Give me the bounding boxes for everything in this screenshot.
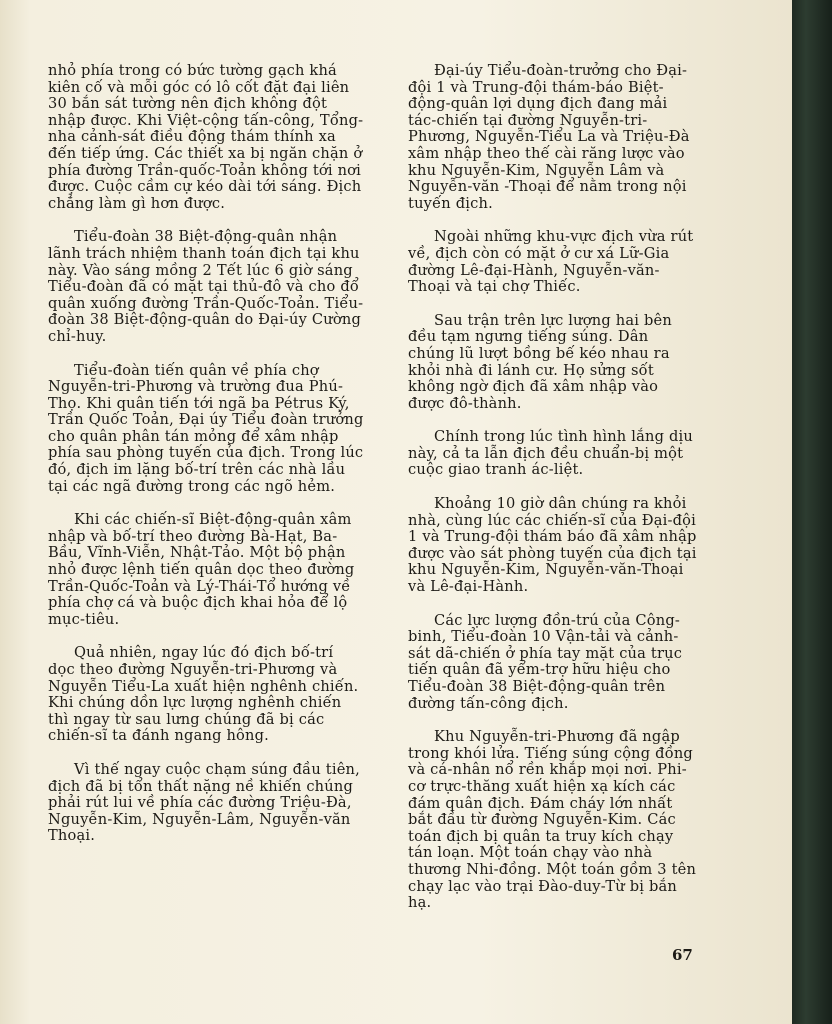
paragraph: Tiểu-đoàn 38 Biệt-động-quân nhận lãnh trách nhiệm thanh toán địch tại khu này. Vào sáng mồng 2 Tết lúc 6 giờ sáng Tiểu-đoàn đã có mặt tại thủ-đô và cho đổ quân xuống đường Trần-Quốc-Toản. Tiểu-đoàn 38 Biệt-động-quân do Đại-úy Cường chỉ-huy. bbox=[48, 228, 364, 345]
paragraph: Khi các chiến-sĩ Biệt-động-quân xâm nhập và bố-trí theo đường Bà-Hạt, Ba-Bầu, Vĩnh-Viễn, Nhật-Tảo. Một bộ phận nhỏ được lệnh tiến quân dọc theo đường Trần-Quốc-Toản và Lý-Thái-Tổ hướng về phía chợ cá và buộc địch khai hỏa để lộ mục-tiêu. bbox=[48, 511, 355, 628]
paragraph: Vì thế ngay cuộc chạm súng đầu tiên, địch đã bị tổn thất nặng nề khiến chúng phải rút lui về phía các đường Triệu-Đà, Nguyễn-Kim, Nguyễn-Lâm, Nguyễn-văn Thoại. bbox=[48, 760, 360, 845]
paragraph: Chính trong lúc tình hình lắng dịu này, cả ta lẫn địch đều chuẩn-bị một cuộc giao tranh ác-liệt. bbox=[408, 428, 693, 479]
paragraph: Quả nhiên, ngay lúc đó địch bố-trí dọc theo đường Nguyễn-tri-Phương và Nguyễn Tiểu-La xuất hiện nghênh chiến. Khi chúng dồn lực lượng nghênh chiến thì ngay từ sau lưng chúng đã bị các chiến-sĩ ta đánh ngang hông. bbox=[48, 644, 359, 745]
left-column bbox=[48, 63, 364, 862]
paragraph: Tiểu-đoàn tiến quân về phía chợ Nguyễn-tri-Phương và trường đua Phú-Thọ. Khi quân tiến tới ngã ba Pétrus Ký, Trần Quốc Toản, Đại úy Tiểu đoàn trưởng cho quân phân tán mỏng để xâm nhập phía sau phòng tuyến của địch. Trong lúc đó, địch im lặng bố-trí trên các nhà lầu tại các ngã đường trong các ngõ hẻm. bbox=[48, 361, 364, 495]
paragraph: nhỏ phía trong có bức tường gạch khá kiên cố và mỗi góc có lô cốt đặt đại liên 30 bắn sát tường nên địch không đột nhập được. Khi Việt-cộng tấn-công, Tổng-nha cảnh-sát điều động thám thính xa đến tiếp ứng. Các thiết xa bị ngăn chặn ở phía đường Trần-quốc-Toản không tới nơi được. Cuộc cầm cự kéo dài tới sáng. Địch chẳng làm gì hơn được. bbox=[48, 62, 364, 212]
page-number: 67 bbox=[672, 946, 693, 964]
paragraph: Sau trận trên lực lượng hai bên đều tạm ngưng tiếng súng. Dân chúng lũ lượt bồng bế kéo nhau ra khỏi nhà đi lánh cư. Họ sửng sốt không ngờ địch đã xâm nhập vào được đô-thành. bbox=[408, 311, 672, 412]
paragraph: Khoảng 10 giờ dân chúng ra khỏi nhà, cùng lúc các chiến-sĩ của Đại-đội 1 và Trung-đội thám báo đã xâm nhập được vào sát phòng tuyến của địch tại khu Nguyễn-Kim, Nguyễn-văn-Thoại và Lê-đại-Hành. bbox=[408, 495, 697, 596]
paragraph: Các lực lượng đồn-trú của Công-binh, Tiểu-đoàn 10 Vận-tải và cảnh-sát dã-chiến ở phía tay mặt của trục tiến quân đã yểm-trợ hữu hiệu cho Tiểu-đoàn 38 Biệt-động-quân trên đường tấn-công địch. bbox=[408, 611, 683, 712]
paragraph: Đại-úy Tiểu-đoàn-trưởng cho Đại-đội 1 và Trung-đội thám-báo Biệt-động-quân lợi dụng địch đang mải tác-chiến tại đường Nguyễn-tri-Phương, Nguyễn-Tiểu La và Triệu-Đà xâm nhập theo thế cài răng lược vào khu Nguyễn-Kim, Nguyễn Lâm và Nguyễn-văn -Thoại để nằm trong nội tuyến địch. bbox=[408, 62, 690, 212]
book-spine bbox=[792, 0, 832, 1024]
paragraph: Khu Nguyễn-tri-Phương đã ngập trong khói lửa. Tiếng súng cộng đồng và cá-nhân nổ rền khắp mọi nơi. Phi-cơ trực-thăng xuất hiện xạ kích các đám quân địch. Đám cháy lớn nhất bắt đầu từ đường Nguyễn-Kim. Các toán địch bị quân ta truy kích chạy tán loạn. Một toán chạy vào nhà thương Nhi-đồng. Một toán gồm 3 tên chạy lạc vào trại Đào-duy-Từ bị bắn hạ. bbox=[408, 728, 697, 912]
right-column bbox=[408, 63, 698, 929]
paragraph: Ngoài những khu-vực địch vừa rút về, địch còn có mặt ở cư xá Lữ-Gia đường Lê-đại-Hành, Nguyễn-văn-Thoại và tại chợ Thiếc. bbox=[408, 228, 694, 296]
